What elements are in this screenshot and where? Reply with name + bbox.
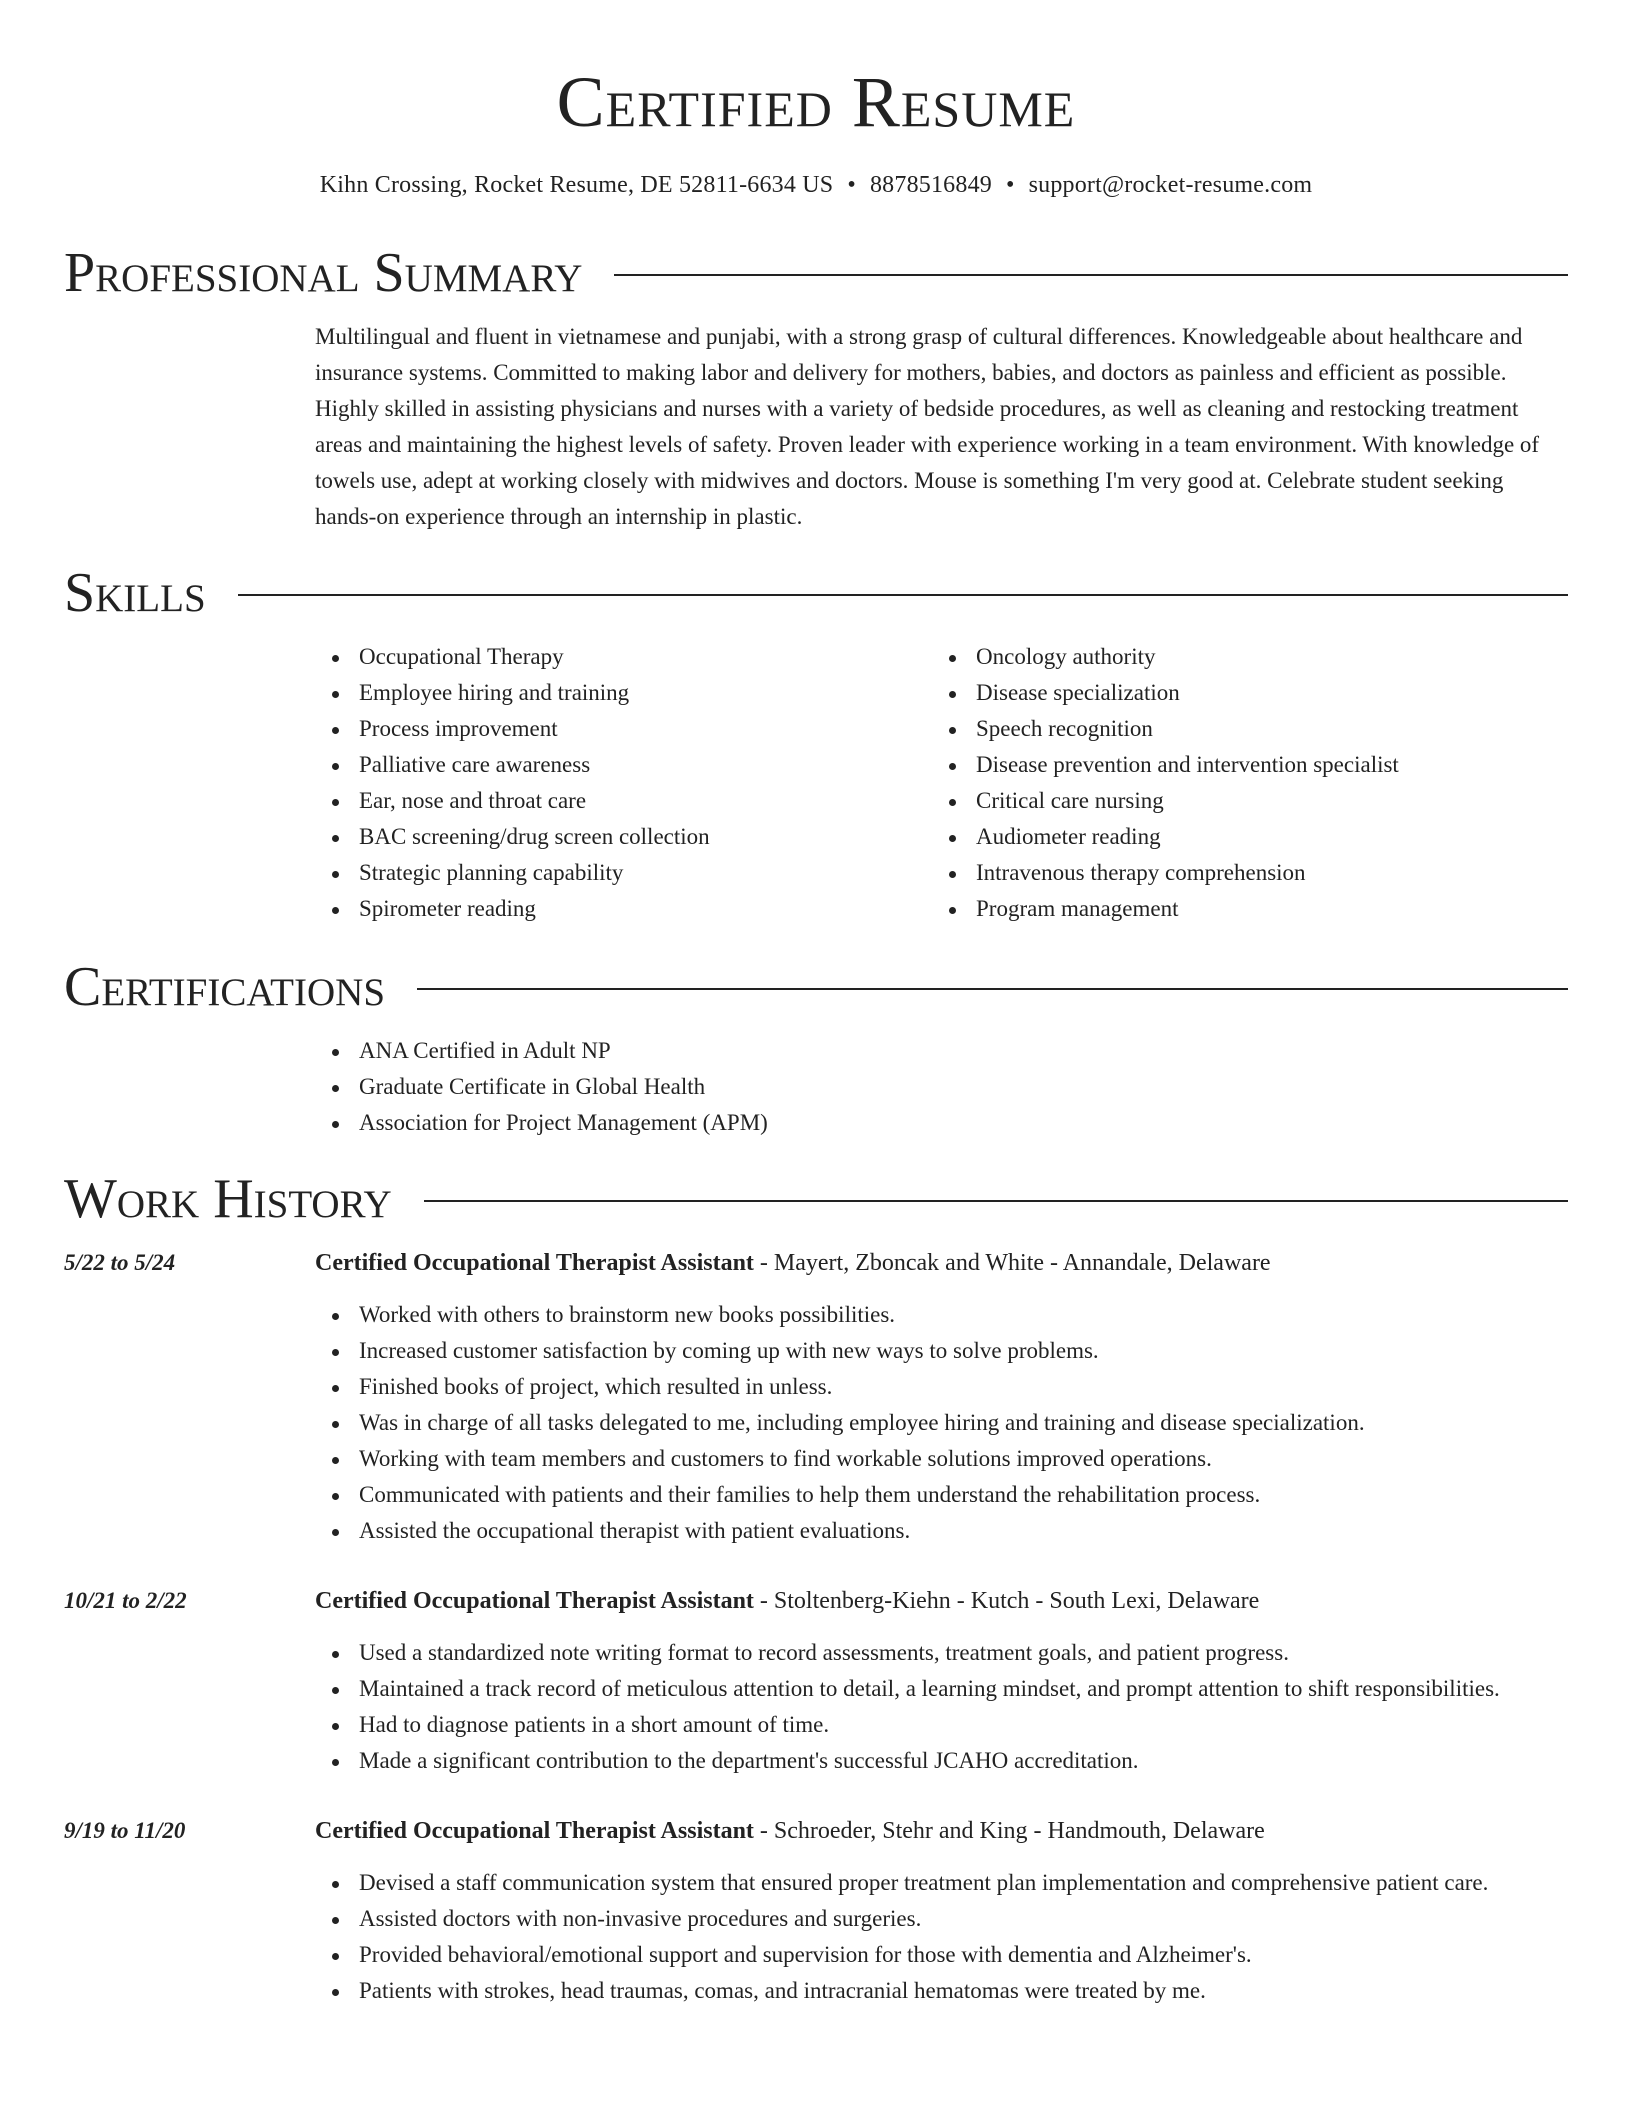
contact-line [64, 172, 1568, 199]
job-heading [315, 1813, 1568, 1849]
job-bullets [315, 1865, 1568, 2009]
list-item: ANA Certified in Adult NP [315, 1033, 1568, 1069]
section-certifications [64, 956, 1568, 1018]
list-item: Made a significant contribution to the department's successful JCAHO accreditation. [315, 1743, 1568, 1779]
list-item: Strategic planning capability [315, 855, 932, 891]
list-item: Was in charge of all tasks delegated to me, including employee hiring and training and disease specialization. [315, 1405, 1568, 1441]
job-dates: 5/22 to 5/24 [64, 1250, 176, 1275]
job-employer: - Schroeder, Stehr and King - Handmouth, Delaware [753, 1818, 1265, 1844]
list-item: Assisted doctors with non-invasive procedures and surgeries. [315, 1901, 1568, 1937]
certifications-block [315, 1033, 1568, 1141]
list-item: Audiometer reading [932, 819, 1549, 855]
list-item: Disease prevention and intervention specialist [932, 747, 1549, 783]
list-item: Patients with strokes, head traumas, comas, and intracranial hematomas were treated by me. [315, 1973, 1568, 2009]
list-item: Program management [932, 891, 1549, 927]
resume-name: Certified Resume [556, 62, 1076, 142]
job-entry [64, 1245, 1568, 1549]
section-skills [64, 562, 1568, 624]
job-employer: - Mayert, Zboncak and White - Annandale, Delaware [753, 1250, 1271, 1276]
list-item: Speech recognition [932, 711, 1549, 747]
list-item: Palliative care awareness [315, 747, 932, 783]
list-item: Assisted the occupational therapist with patient evaluations. [315, 1513, 1568, 1549]
section-divider [614, 274, 1568, 276]
list-item: Association for Project Management (APM) [315, 1105, 1568, 1141]
list-item: Devised a staff communication system that ensured proper treatment plan implementation and comprehensive patient care. [315, 1865, 1568, 1901]
list-item: Had to diagnose patients in a short amount of time. [315, 1707, 1568, 1743]
job-bullets [315, 1297, 1568, 1549]
list-item: BAC screening/drug screen collection [315, 819, 932, 855]
job-details [315, 1245, 1568, 1549]
job-dates: 9/19 to 11/20 [64, 1818, 186, 1843]
list-item: Process improvement [315, 711, 932, 747]
list-item: Intravenous therapy comprehension [932, 855, 1549, 891]
list-item: Communicated with patients and their families to help them understand the rehabilitation process. [315, 1477, 1568, 1513]
list-item: Ear, nose and throat care [315, 783, 932, 819]
certifications-list [315, 1033, 1568, 1141]
list-item: Oncology authority [932, 639, 1549, 675]
job-heading [315, 1583, 1568, 1619]
list-item: Graduate Certificate in Global Health [315, 1069, 1568, 1105]
list-item: Increased customer satisfaction by coming up with new ways to solve problems. [315, 1333, 1568, 1369]
section-heading: Work History [64, 1168, 392, 1230]
list-item: Used a standardized note writing format to record assessments, treatment goals, and patient progress. [315, 1635, 1568, 1671]
list-item: Provided behavioral/emotional support and supervision for those with dementia and Alzheimer's. [315, 1937, 1568, 1973]
job-title: Certified Occupational Therapist Assistant [315, 1250, 754, 1276]
job-entry [64, 1813, 1568, 2009]
job-details [315, 1583, 1568, 1779]
job-bullets [315, 1635, 1568, 1779]
contact-address: Kihn Crossing, Rocket Resume, DE 52811-6634 US [319, 172, 834, 198]
summary-text: Multilingual and fluent in vietnamese and punjabi, with a strong grasp of cultural differences. Knowledgeable about healthcare and insurance systems. Committed to making labor and delivery for mothers, babies, and doctors as painless and efficient as possible. Highly skilled in assisting physicians and nurses with a variety of bedside procedures, as well as cleaning and restocking treatment areas and maintaining the highest levels of safety. Proven leader with experience working in a team environment. With knowledge of towels use, adept at working closely with midwives and doctors. Mouse is something I'm very good at. Celebrate student seeking hands-on experience through an internship in plastic. [315, 324, 1540, 529]
list-item: Disease specialization [932, 675, 1549, 711]
list-item: Working with team members and customers to find workable solutions improved operations. [315, 1441, 1568, 1477]
section-divider [424, 1200, 1568, 1202]
list-item: Employee hiring and training [315, 675, 932, 711]
contact-separator: • [847, 172, 856, 198]
section-work-history [64, 1168, 1568, 1230]
job-employer: - Stoltenberg-Kiehn - Kutch - South Lexi, Delaware [753, 1588, 1260, 1614]
contact-email[interactable]: support@rocket-resume.com [1028, 172, 1313, 198]
section-heading: Professional Summary [64, 242, 583, 304]
section-professional-summary [64, 242, 1568, 304]
job-heading [315, 1245, 1568, 1281]
list-item: Worked with others to brainstorm new books possibilities. [315, 1297, 1568, 1333]
skills-columns [315, 639, 1568, 927]
skills-list-right [932, 639, 1549, 927]
job-title: Certified Occupational Therapist Assistant [315, 1588, 754, 1614]
list-item: Critical care nursing [932, 783, 1549, 819]
job-entry [64, 1583, 1568, 1779]
skills-list-left [315, 639, 932, 927]
section-heading: Skills [64, 562, 206, 624]
list-item: Finished books of project, which resulted in unless. [315, 1369, 1568, 1405]
list-item: Occupational Therapy [315, 639, 932, 675]
job-dates: 10/21 to 2/22 [64, 1588, 187, 1613]
job-title: Certified Occupational Therapist Assistant [315, 1818, 754, 1844]
section-heading: Certifications [64, 956, 386, 1018]
list-item: Spirometer reading [315, 891, 932, 927]
contact-separator: • [1005, 172, 1015, 198]
list-item: Maintained a track record of meticulous attention to detail, a learning mindset, and prompt attention to shift responsibilities. [315, 1671, 1568, 1707]
section-divider [417, 988, 1568, 990]
section-divider [238, 594, 1568, 596]
job-details [315, 1813, 1568, 2009]
contact-phone: 8878516849 [869, 172, 992, 198]
